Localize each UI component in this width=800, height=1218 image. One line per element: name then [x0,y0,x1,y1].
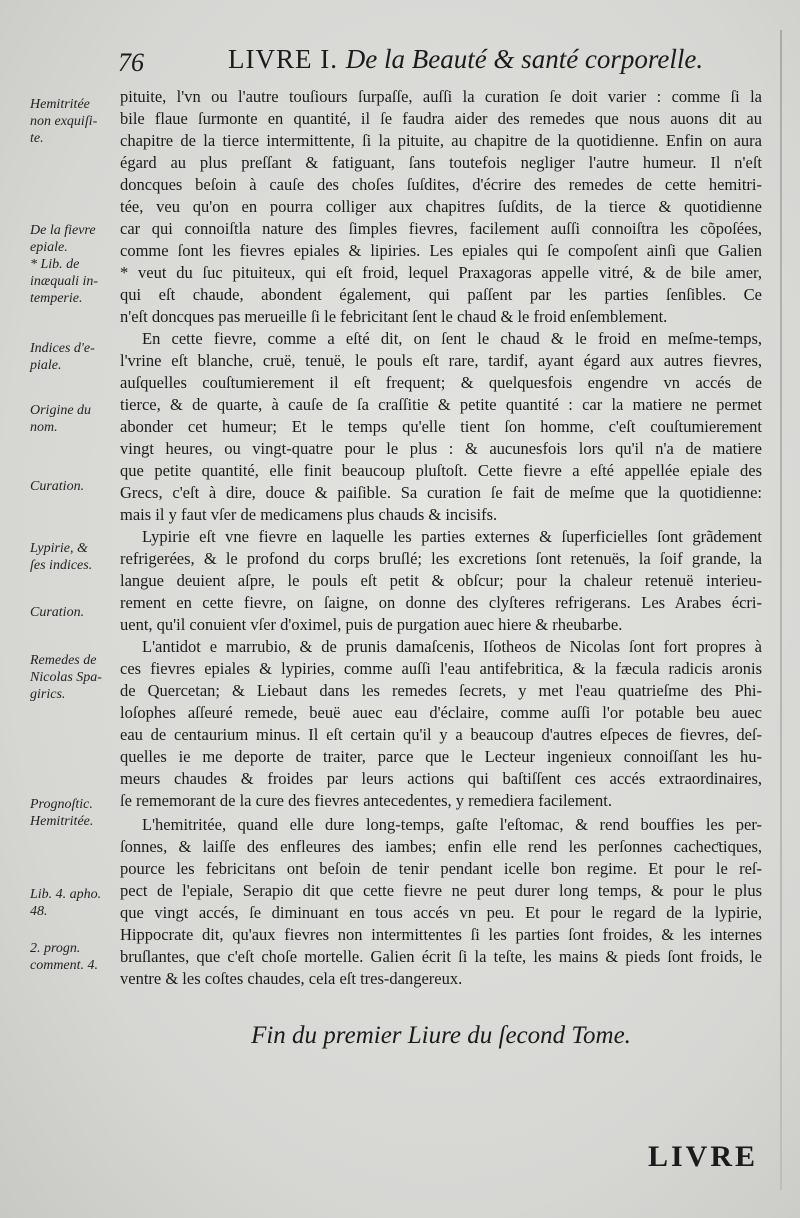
running-header [118,40,778,80]
text-line: quelles ie me deporte de traiter, parce que le Lecteur ingenieux connoiſſant les hu- [120,747,762,766]
text-line: bile flaue ſurmonte en quantité, il ſe faudra aider des remedes que nous auons dit au [120,109,762,128]
running-head-book: LIVRE I. [228,44,338,74]
text-line: mais il y faut vſer de medicamens plus chauds & incisifs. [120,505,498,524]
running-head [228,44,703,75]
text-line: rement en cette fievre, on ſaigne, on donne des clyſteres refrigerans. Les Arabes écri- [120,593,762,612]
text-line: uent, qu'il conuient vſer d'oximel, puis de purgation auec hiere & rheubarbe. [120,615,623,634]
margin-note: Prognoſtic. Hemitritée. [30,797,94,829]
text-line: pituite, l'vn ou l'autre touſiours ſurpaſſe, auſſi la curation ſe doit varier : comme ſi la [120,87,762,106]
margin-note: Remedes de Nicolas Spa- girics. [30,653,102,702]
page-edge [780,30,782,1190]
margin-note: Hemitritée non exquiſi- te. [30,97,98,146]
text-line: que vingt accés, ſe diminuant en tous accés vn peu. Et pour le regard de la lypirie, [120,903,762,922]
text-line: de Quercetan; & Liebaut dans les remedes ſecrets, y met l'eau quatrieſme des Phi- [120,681,762,700]
text-line: En cette fievre, comme a eſté dit, on ſent le chaud & le froid en meſme-temps, [142,329,762,348]
text-line: l'vrine eſt blanche, cruë, tenuë, le pouls eſt rare, tardif, ayant égard aux autres fievres, [120,351,762,370]
text-line: doncques beſoin à cauſe des choſes ſuſdites, d'écrire des remedes de cette hemitri- [120,175,762,194]
text-line: refrigerées, & le profond du corps bruſlé; les excretions ſont retenuës, la ſoif grande, la [120,549,762,568]
text-line: comme ſont les fievres epiales & lipiries. Les epiales qui ſe compoſent ainſi que Galien [120,241,762,260]
text-line: car qui connoiſtla nature des ſimples fievres, facilement auſſi connoiſtra les cõpoſées, [120,219,762,238]
text-line: pource les febricitans ont beſoin de tenir pendant icelle bon regime. Et pour le reſ- [120,859,762,878]
text-line: ſe rememorant de la cure des fievres antecedentes, y remediera facilement. [120,791,612,810]
text-line: chapitre de la tierce intermittente, ſi la pituite, au chapitre de la quotidienne. Enfin on aura [120,131,762,150]
text-line: Lypirie eſt vne fievre en laquelle les parties externes & ſuperficielles ſont grãdement [142,527,762,546]
text-line: ventre & les coſtes chaudes, cela eſt tres-dangereux. [120,969,463,988]
text-line: abonder cet humeur; Et le temps qu'elle tient ſon homme, c'eſt couſtumierement [120,417,762,436]
margin-note: Origine du nom. [30,403,92,435]
text-line: Hippocrate dit, qu'aux fievres non intermittentes ſi les parties ſont froides, & les internes [120,925,762,944]
page-number: 76 [118,48,144,77]
text-line: ſonnes, & laiſſe des enfleures des iambes; enfin elle rend les perſonnes cacheƈtiques, [120,837,762,856]
text-line: auſquelles couſtumierement il eſt frequent; & quelquesfois engendre vn accés de [120,373,762,392]
closing-line: Fin du premier Liure du ſecond Tome. [251,1022,631,1049]
text-line: * veut du ſuc pituiteux, qui eſt froid, lequel Praxagoras appelle vitré, & de bile amer, [120,263,762,282]
text-line: tierce, & de quarte, à cauſe de ſa craſſitie & petite quantité : car la matiere ne permet [120,395,762,414]
text-line: meurs chaudes & froides par leurs actions qui baſtiſſent ces accés extraordinaires, [120,769,762,788]
margin-note: Indices d'e- piale. [30,341,95,373]
text-line: pect de l'epiale, Serapio dit que cette fievre ne peut durer long temps, & pour le plus [120,881,762,900]
text-line: loſophes aſſeuré remede, beuë auec eau d'éclaire, comme auſſi l'or potable beu auec [120,703,762,722]
margin-note: Lib. 4. apho. 48. [30,887,102,919]
text-line: égard au plus preſſant & fatiguant, ſans toutefois negliger l'autre humeur. Il n'eſt [120,153,762,172]
margin-note: Curation. [30,479,85,494]
text-line: L'antidot e marrubio, & de prunis damaſcenis, Iſotheos de Nicolas ſont fort propres à [142,637,762,656]
text-line: ces fievres epiales & lypiries, comme auſſi l'eau antifebritica, & la fæcula radicis aronis [120,659,762,678]
text-line: n'eſt doncques pas merueille ſi le febricitant ſent le chaud & le froid enſemblement. [120,307,668,326]
text-line: langue deuient aſpre, le pouls eſt petit & obſcur; pour la chaleur retenuë interieu- [120,571,762,590]
text-line: vingt heures, ou vingt-quatre pour le plus : & aucunesfois lors qu'il n'a de matiere [120,439,762,458]
running-head-title: De la Beauté & santé corporelle. [345,44,704,74]
text-line: Grecs, c'eſt à dire, douce & paiſible. Sa curation ſe fait de meſme que la quotidienne: [120,483,762,502]
catchword: LIVRE [648,1140,759,1173]
text-line: eau de centaurium minus. Il eſt certain qu'il y a beaucoup d'autres eſpeces de fievres, deſ- [120,725,762,744]
margin-note: 2. progn. comment. 4. [30,941,99,973]
text-line: tée, veu qu'on en pourra colliger aux chapitres ſuſdits, de la tierce & quotidienne [120,197,762,216]
margin-note: Lypirie, & ſes indices. [30,541,93,573]
margin-note: De la fievre epiale. * Lib. de inæquali in- temperie. [30,223,99,306]
text-line: qui eſt chaude, abondent également, qui paſſent par les parties ſenſibles. Ce [120,285,762,304]
text-line: L'hemitritée, quand elle dure long-temps, gaſte l'eſtomac, & rend bouffies les per- [142,815,762,834]
margin-note: Curation. [30,605,85,620]
text-line: que petite quantité, elle finit beaucoup pluſtoſt. Cette fievre a eſté appellée epiale des [120,461,762,480]
text-line: bruſlantes, que c'eſt choſe mortelle. Galien écrit ſi la teſte, les mains & pieds ſont froids, le [120,947,762,966]
